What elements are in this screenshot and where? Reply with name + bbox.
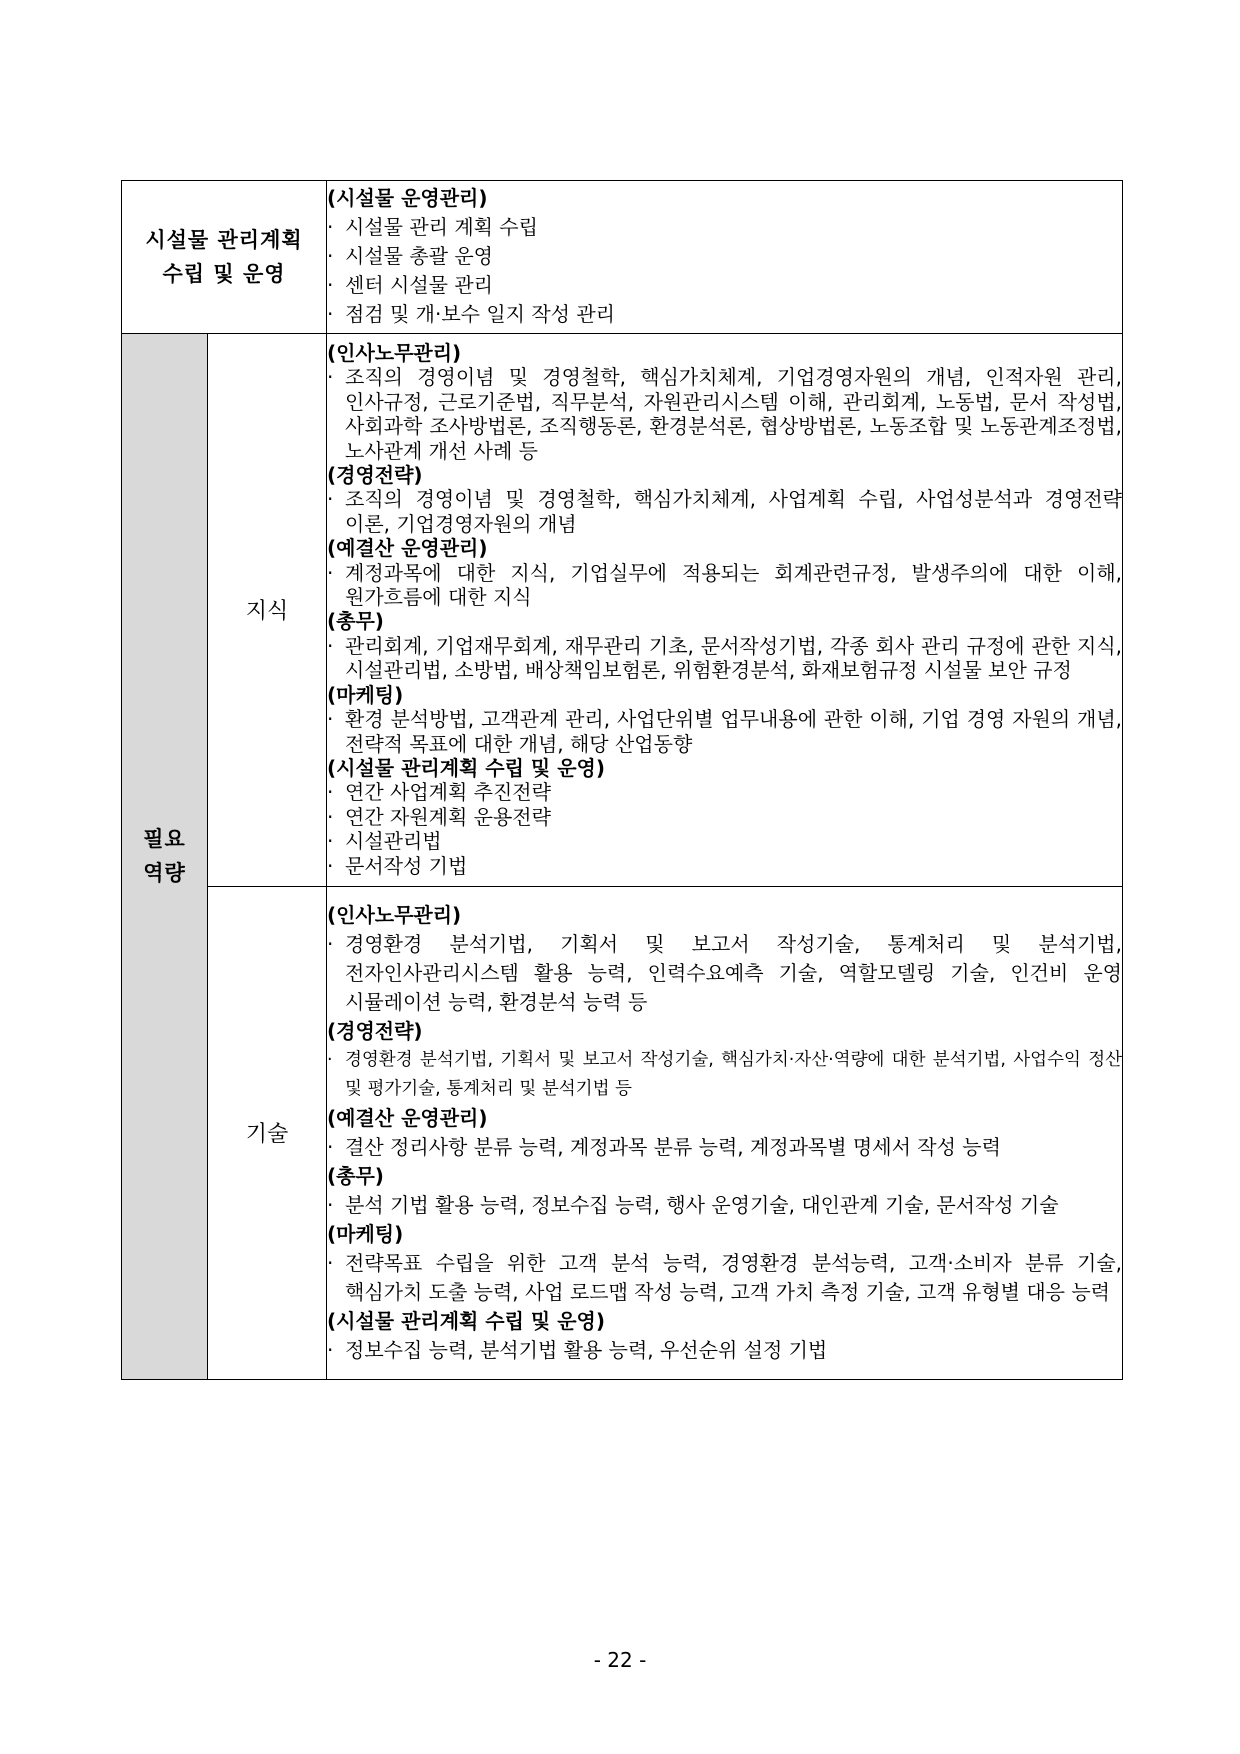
section-title: (인사노무관리) — [327, 341, 462, 365]
bullet-item: · 경영환경 분석기법, 기획서 및 보고서 작성기술, 통계처리 및 분석기법, 전자인사관리시스템 활용 능력, 인력수요예측 기술, 역할모델링 기술, 인건비 운영 시뮬레이션 능력, 환경분석 능력 등 — [327, 930, 1122, 1017]
bullet-item: · 시설물 관리 계획 수립 — [327, 213, 1122, 242]
section-title: (경영전략) — [327, 1018, 423, 1043]
bullet-item: · 계정과목에 대한 지식, 기업실무에 적용되는 회계관련규정, 발생주의에 대한 이해, 원가흐름에 대한 지식 — [327, 561, 1122, 610]
bullet-item: · 경영환경 분석기법, 기획서 및 보고서 작성기술, 핵심가치·자산·역량에 대한 분석기법, 사업수익 정산 및 평가기술, 통계처리 및 분석기법 등 — [327, 1046, 1122, 1104]
facility-category-cell — [122, 181, 327, 334]
section-title: (시설물 관리계획 수립 및 운영) — [327, 1308, 605, 1333]
facility-category-label: 시설물 관리계획 수립 및 운영 — [145, 228, 303, 286]
bullet-item: · 정보수집 능력, 분석기법 활용 능력, 우선순위 설정 기법 — [327, 1336, 1122, 1365]
skill-label-cell — [208, 886, 327, 1379]
section-title: (마케팅) — [327, 682, 404, 707]
bullet-item: · 전략목표 수립을 위한 고객 분석 능력, 경영환경 분석능력, 고객·소비자 분류 기술, 핵심가치 도출 능력, 사업 로드맵 작성 능력, 고객 가치 측정 기술, 고객 유형별 대응 능력 — [327, 1249, 1122, 1307]
bullet-item: · 점검 및 개·보수 일지 작성 관리 — [327, 300, 1122, 329]
bullet-item: · 문서작성 기법 — [327, 854, 1122, 878]
bullet-item: · 연간 사업계획 추진전략 — [327, 780, 1122, 804]
skill-content-cell — [327, 886, 1123, 1379]
facility-content-cell — [327, 181, 1123, 334]
bullet-item: · 분석 기법 활용 능력, 정보수집 능력, 행사 운영기술, 대인관계 기술, 문서작성 기술 — [327, 1191, 1122, 1220]
bullet-item: · 관리회계, 기업재무회계, 재무관리 기초, 문서작성기법, 각종 회사 관리 규정에 관한 지식, 시설관리법, 소방법, 배상책임보험론, 위험환경분석, 화재보험규정 시설물 보안 규정 — [327, 634, 1122, 683]
skill-label: 기술 — [245, 1122, 289, 1148]
section-title: (마케팅) — [327, 1221, 404, 1246]
knowledge-content-cell — [327, 334, 1123, 887]
competency-table — [121, 180, 1123, 1380]
section-title: (경영전략) — [327, 463, 423, 488]
facility-item-list — [327, 213, 1122, 329]
bullet-item: · 환경 분석방법, 고객관계 관리, 사업단위별 업무내용에 관한 이해, 기업 경영 자원의 개념, 전략적 목표에 대한 개념, 해당 산업동향 — [327, 707, 1122, 756]
skill-row — [122, 886, 1123, 1379]
section-title: (예결산 운영관리) — [327, 1105, 488, 1130]
facility-section-title: (시설물 운영관리) — [327, 186, 488, 210]
competency-category-cell — [122, 334, 208, 1380]
bullet-item: · 조직의 경영이념 및 경영철학, 핵심가치체계, 사업계획 수립, 사업성분석과 경영전략 이론, 기업경영자원의 개념 — [327, 487, 1122, 536]
bullet-item: · 시설물 총괄 운영 — [327, 242, 1122, 271]
bullet-item: · 결산 정리사항 분류 능력, 계정과목 분류 능력, 계정과목별 명세서 작성 능력 — [327, 1133, 1122, 1162]
section-title: (총무) — [327, 1163, 384, 1188]
section-title: (총무) — [327, 609, 384, 634]
facility-row — [122, 181, 1123, 334]
section-title: (예결산 운영관리) — [327, 536, 488, 561]
knowledge-label: 지식 — [245, 599, 289, 625]
knowledge-label-cell — [208, 334, 327, 887]
knowledge-row — [122, 334, 1123, 887]
bullet-item: · 시설관리법 — [327, 829, 1122, 853]
bullet-item: · 센터 시설물 관리 — [327, 271, 1122, 300]
section-title: (시설물 관리계획 수립 및 운영) — [327, 755, 605, 780]
page-number: - 22 - — [593, 1648, 647, 1672]
section-title: (인사노무관리) — [327, 902, 462, 927]
bullet-item: · 조직의 경영이념 및 경영철학, 핵심가치체계, 기업경영자원의 개념, 인적자원 관리, 인사규정, 근로기준법, 직무분석, 자원관리시스템 이해, 관리회계, 노동법, 문서 작성법, 사회과학 조사방법론, 조직행동론, 환경분석론, 협상방법론, 노동조합 및 노동관계조정법, 노사관계 개선 사례 등 — [327, 365, 1122, 463]
competency-category-label: 필요 역량 — [143, 827, 186, 886]
bullet-item: · 연간 자원계획 운용전략 — [327, 805, 1122, 829]
